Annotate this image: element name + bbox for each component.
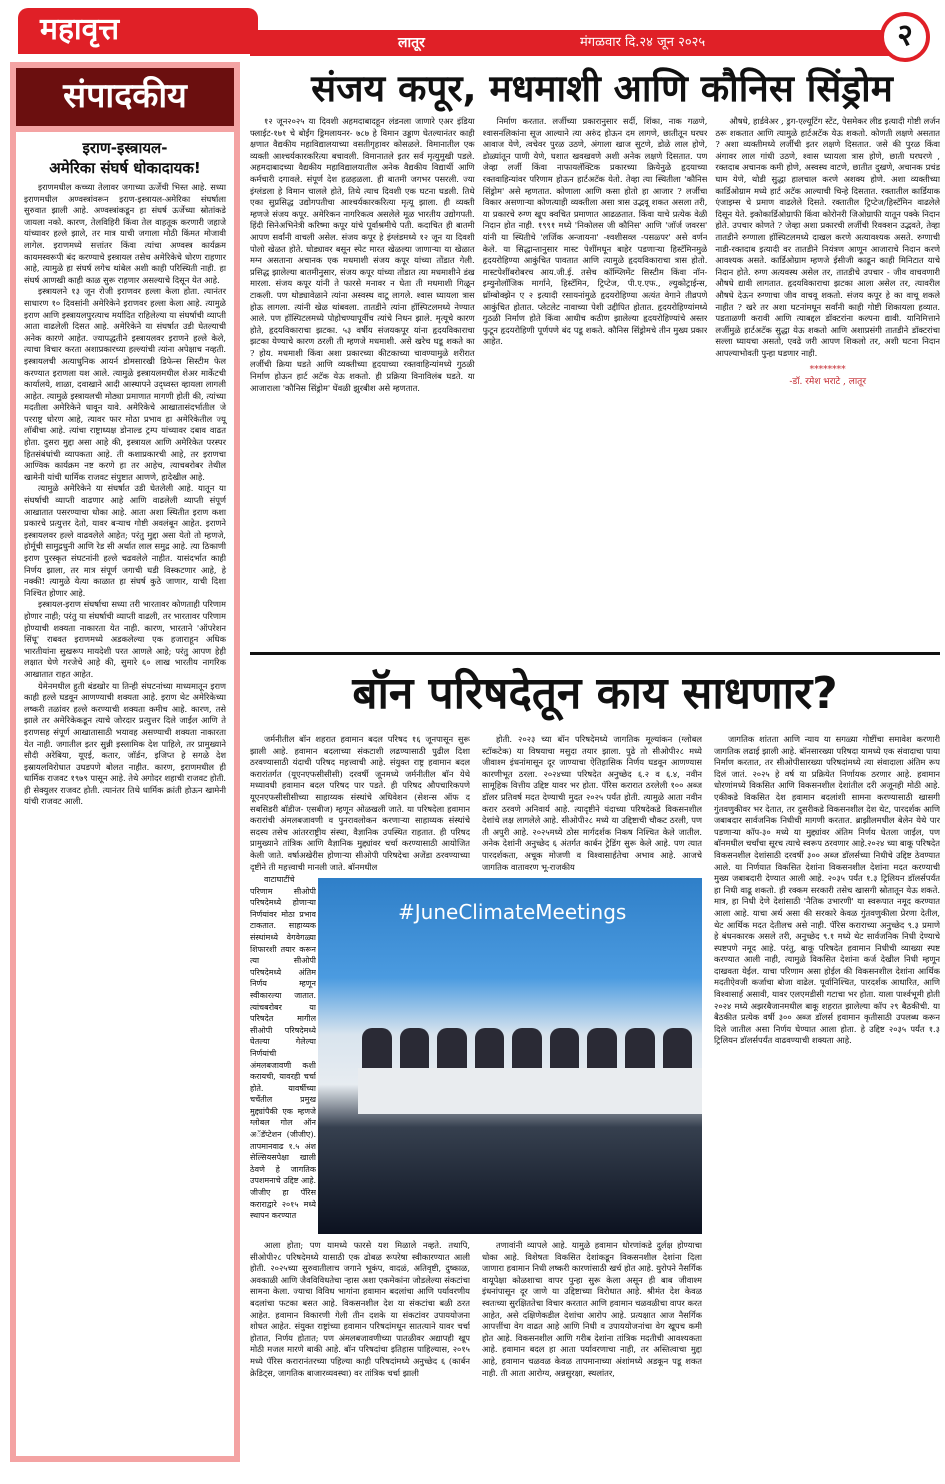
article1-column <box>250 116 475 646</box>
editorial-body <box>16 132 234 1456</box>
article1-text: निर्माण करतात. लर्जीच्या प्रकारानुसार सर्दी, शिंका, नाक गळणे, श्वासनलिकांना सूज आल्याने त्या अरुंद होऊन दम लागणे, छातीतून घरघर आवाज येणे, त्वचेवर पुरळ उठणे, अंगाला खाज सुटणे, डोळे लाल होणे, डोळ्यांतून पाणी येणे, घशात खवखवणे अशी अनेक लक्षणे दिसतात. पण जेव्हा लर्जी किंवा नाफायलॅक्टिक प्रकारच्या क्रियेनुळे हृदयाच्या रक्तवाहिन्यांवर परिणाम होऊन हार्टअटॅक येतो. तेव्हा त्या स्थितीला 'कौनिस सिंड्रोम' असे म्हणतात. कोणाला आणि कसा होतो हा आजार ? लर्जीचा विकार असणाऱ्या कोणत्याही व्यक्तीला असा त्रास उद्भवू शकत असला तरी, या प्रकारचे रुग्ण खूप क्वचित प्रमाणात आढळतात. किंवा याचे प्रत्येक वेळी निदान होत नाही. १९९१ मध्ये 'निकोलस जी कौनिस' आणि 'जॉर्ज जवरस' यांनी या स्थितीचे 'लर्जिक अन्जायना' -श्वशीसव्ल -पसळ्पर' असे वर्णन केले. या सिद्धान्तानुसार मास्ट पेशींमधून बाहेर पडणाऱ्या हिस्टॅमिनमुळे हृदयरोहिण्या आकुंचित पावतात आणि त्यामुळे हृदयविकाराचा त्रास होतो. मास्टपेशींबरोबरच आय.जी.ई. तसेच कॉम्प्लिमेंट सिस्टीम किंवा नॉन-इम्युनोलॉजिक मार्गाने, हिस्टॅमिन, ट्रिप्टेज, पी.ए.एफ., ल्युकोट्राईन्स, थ्रॉम्बोक्झेन ए २ इत्यादी रसायनांमुळे हृदयरोहिण्या अत्यंत वेगाने तीव्रपणे आकुंचित होतात. प्लेटलेट नावाच्या पेशी उद्दीपित होतात. हृदयरोहिण्यांमध्ये गुठळी निर्माण होते किंवा आधीच कठीण झालेल्या हृदयरोहिण्यांचे अस्तर फुटून हृदयरोहिणी पूर्णपणे बंद पडू शकते. कौनिस सिंड्रोमचे तीन मुख्य प्रकार आहेत. <box>482 116 708 347</box>
panel-speakers <box>362 1028 692 1070</box>
article1-column <box>715 116 940 646</box>
article2-column <box>482 734 702 872</box>
editorial-paragraph: इस्त्रायलने १३ जून रोजी इराणवर हल्ला केला होता. त्यानंतर साधारण १० दिवसांनी अमेरिकेने इराणवर हल्ला केला आहे. त्यामुळे इराण आणि इस्त्रायलपुरत्याच मर्यादित राहिलेल्या या संघर्षाची व्याप्ती आता वाढलेली दिसत आहे. अमेरिकेने या संघर्षात उडी घेतल्याची अनेक कारणे आहेत. ज्यापद्धतीने इस्त्रायलवर इराणने हल्ले केले, त्याचा विचार करता अशाप्रकारच्या हल्ल्यांची त्यांना अपेक्षाच नव्हती. इस्त्रायलची अत्याधुनिक आयर्न डोमसारखी डिफेन्स सिस्टीम फेल करण्यात इराणला यश आले. त्यामुळे इस्त्रायलमधील शेअर मार्केटची कार्यालये, शाळा, दवाखाने आदी आस्थापने उद्ध्वस्त व्हायला लागली आहेत. त्यामुळे इस्त्रायलची मोठ्या प्रमाणात मागणी होती की, त्यांच्या मदतीला अमेरिकेने धावून यावे. अमेरिकेचे आखातासंदर्भातील जे परराष्ट्र धोरण आहे, त्यावर फार मोठा प्रभाव हा अमेरिकेतील ज्यू लॉबीचा आहे. त्यांचा राष्ट्राध्यक्ष डोनाल्ड ट्रम्प यांच्यावर दबाव वाढत होता. दुसरा मुद्दा असा आहे की, इस्त्रायल आणि अमेरिकेत परस्पर हितसंबंधांची व्यापकता आहे. ती कशाप्रकारची आहे, तर इराणचा आण्विक कार्यक्रम नष्ट करणे हा तर आहेच, त्याचबरोबर तेथील खामेनी यांची धार्मिक राजवट संपुष्टात आणणे, हादेखील आहे. <box>24 286 226 482</box>
editorial-headline <box>24 138 226 178</box>
article2-headline: बॉन परिषदेतून काय साधणार? <box>352 668 838 719</box>
conference-photo <box>318 878 702 1234</box>
masthead-band <box>250 30 910 56</box>
article2-side-column <box>250 874 316 1264</box>
editorial-column <box>10 62 240 1462</box>
article2-column <box>250 1240 470 1474</box>
editorial-paragraph: इराणमधील कच्च्या तेलावर जगाच्या ऊर्जेची भिस्त आहे. सध्या इराणमधील अण्वस्त्रांवरून इराण-इस्त्रायल-अमेरिका संघर्षाला सुरुवात झाली आहे. अण्वस्त्रांकडून हा संघर्ष ऊर्जेच्या स्रोतांकडे जायला नको. कारण, तेलविहिरी किंवा तेल वाहतूक करणारी जहाजे यांच्यावर हल्ले झाले, तर मात्र याची जगाला मोठी किंमत मोजावी लागेल. इराणमध्ये सत्तांतर किंवा त्यांचा अण्वस्त्र कार्यक्रम कायमस्वरूपी बंद करण्याचे इस्त्रायल तसेच अमेरिकेचे धोरण राहणार आहे, त्यामुळे हा संघर्ष लगेच थांबेल अशी काही परिस्थिती नाही. हा संघर्ष आणखी काही काळ सुरू राहणार असल्याचे दिसून येत आहे. <box>24 182 226 285</box>
article2-column <box>250 734 470 872</box>
masthead <box>0 0 945 64</box>
article2-text: आला होता; पण यामध्ये फारसे यश मिळाले नव्हते. तथापि, सीओपी२८ परिषदेमध्ये यासाठी एक ढोबळ रूपरेषा स्वीकारण्यात आली होती. २०२५च्या सुरुवातीलाच जगाने भूकंप, वादळं, अतिवृष्टी, दुष्काळ, अवकाळी आणि जैवविविधतेचा ऱ्हास अशा एकमेकांना जोडलेल्या संकटांचा सामना केला. ज्याचा विविध भागांना हवामान बदलांचा आणि पर्यावरणीय बदलांचा फटका बसत आहे. विकसनशील देश या संकटांचा बळी ठरत आहेत. हवामान विकारणी गेली तीन दशके या संकटांवर उपाययोजना शोधत आहेत. संयुक्त राष्ट्रांच्या हवामान परिषदांमधून सातत्याने यावर चर्चा होतात, निर्णय होतात; पण अंमलबजावणीच्या पातळीवर अद्यापही खूप मोठी मजल मारणे बाकी आहे. बॉन परिषदांचा इतिहास पाहिल्यास, २०१५ मध्ये पॅरिस करारानंतरच्या पहिल्या काही परिषदांमध्ये अनुच्छेद ६ (कार्बन क्रेडिट्स, जागतिक बाजारव्यवस्था) वर तांत्रिक चर्चा झाली <box>250 1240 470 1378</box>
article1-text: १२ जून२०२५ या दिवशी अहमदाबादहून लंडनला जाणारे एअर इंडिया फ्लाईट-१७१ चे बोईंग ड्रिमलायनर- ७८७ हे विमान उड्डाण घेतल्यानंतर काही क्षणात वैद्यकीय महाविद्यालयाच्या वसतीगृहावर कोसळले. विमानातील एक व्यक्ती आश्चर्यकारकरित्या बचावली. विमानातले इतर सर्व मृत्युमुखी पडले. अहमदाबादच्या वैद्यकीय महाविद्यालयातील अनेक वैद्यकीय विद्यार्थी आणि कर्मचारी दगावले. संपूर्ण देश हळहळला. ही बातमी जगभर पसरली. ज्या इंग्लंडला हे विमान चालले होते, तिथे त्याच दिवशी एक घटना घडली. तिथे एका सुप्रसिद्ध उद्योगपतीचा आश्चर्यकारकरित्या मृत्यू झाला. ही व्यक्ती म्हणजे संजय कपूर. अमेरिकन नागरिकत्व असलेले मूळ भारतीय उद्योगपती. हिंदी सिनेअभिनेत्री करिष्मा कपूर यांचे पूर्वाश्रमीचे पती. कदाचित ही बातमी आपण सर्वांनी वाचली असेल. संजय कपूर हे इंग्लंडमध्ये १२ जून या दिवशी पोलो खेळत होते. घोड्यावर बसून स्पेट मारत खेळल्या जाणाऱ्या या खेळात मग्न असताना अचानक एक मधमाशी संजय कपूर यांच्या तोंडात गेली. प्रसिद्ध झालेल्या बातमीनुसार, संजय कपूर यांच्या तोंडात त्या मधमाशीने डंख मारला. संजय कपूर यांनी ते फारसे मनावर न घेता ती मधमाशी गिळून टाकली. पण थोड्यावेळाने त्यांना अस्वस्थ वाटू लागले. श्वास घ्यायला त्रास होऊ लागला. त्यांनी खेळ थांबवला. तातडीने त्यांना हॉस्पिटलमध्ये नेण्यात आले. पण हॉस्पिटलमध्ये पोहोचण्यापूर्वीच त्यांचे निधन झाले. मृत्यूचे कारण होते, हृदयविकाराचा झटका. ५३ वर्षीय संजयकपूर यांना हृदयविकाराचा झटका येण्याचे कारण ठरली ती म्हणजे मधमाशी. असे खरेच घडू शकते का ? होय. मधमाशी किंवा अशा प्रकारच्या कीटकाच्या चावण्यामुळे शरीरात लर्जीची क्रिया घडते आणि व्यक्तीच्या हृदयाच्या रक्तवाहिन्यांमध्ये गुठळी निर्माण होऊन हार्ट अटॅक येऊ शकतो. ही प्रक्रिया विनाविलंब घडते. या आजाराला 'कौनिस सिंड्रोम' घेंवळी झुरबीश असे म्हणतात. <box>250 116 475 393</box>
editorial-paragraph: येमेनमधील हुती बंडखोर या तिन्ही संघटनांच्या माध्यमातून इराण काही हल्ले घडवून आणण्याची शक्यता आहे. इराण थेट अमेरिकेच्या लष्करी तळांवर हल्ले करण्याची शक्यता कमीच आहे. कारण, तसे झाले तर अमेरिकेकडून त्याचे जोरदार प्रत्युत्तर दिले जाईल आणि ते इराणसह संपूर्ण आखातासाठी भयावह असण्याची शक्यता नाकारता येत नाही. जगातील इतर सुन्नी इस्लामिक देश पाहिले, तर प्रामुख्याने सौदी अरेबिया, यूएई, कतार, जॉर्डन, इजिप्त हे सगळे देश इस्रायलविरोधात उघडपणे बोलत नाहीत. कारण, इराणमधील ही धार्मिक राजवट १९७९ पासून आहे. तेथे अगोदर शहाची राजवट होती. ही सेक्युलर राजवट होती. त्यानंतर तिथे धार्मिक क्रांती होऊन खामेनी यांची राजवट आली. <box>24 680 226 807</box>
article1-body <box>250 116 940 646</box>
panel-table <box>358 1068 702 1114</box>
edition-city: लातूर <box>398 35 425 51</box>
article2-text: होती. २०२३ च्या बॉन परिषदेमध्ये जागतिक मूल्यांकन (ग्लोबल स्टॉकटेक) या विषयाचा मसुदा तयार झाला. पुढे तो सीओपी२८ मध्ये जीवाश्म इंधनांमासून दूर जाण्याचा ऐतिहासिक निर्णय घडवून आणण्यास कारणीभूत ठरला. २०२४च्या परिषदेत अनुच्छेद ६.२ व ६.४, नवीन सामूहिक वित्तीय उद्दिष्ट यावर भर होता. पॅरिस करारात ठरलेली १०० अब्ज डॉलर प्रतिवर्ष मदत देण्याची मुदत २०२५ पर्यंत होती. त्यामुळे आता नवीन करार ठरवणे अनिवार्य आहे. त्यादृष्टीने यंदाच्या परिषदेकडे विकसनशील देशांचे लक्ष लागलेले आहे. सीओपी२८ मध्ये या उद्दिष्टाची चौकट ठरली, पण ती अपुरी आहे. २०२५मध्ये ठोस मार्गदर्शक निकष निश्चित केले जातील. अनेक देशांनी अनुच्छेद ६ अंतर्गत कार्बन ट्रेडिंग सुरू केले आहे. पण त्यात पारदर्शकता, अचूक मोजणी व विश्वासार्हतेचा अभाव आहे. आजचे जागतिक वातावरण भू-राजकीय <box>482 734 702 872</box>
article1-column <box>483 116 708 646</box>
article2-body <box>250 734 940 1474</box>
editorial-paragraph: इस्त्रायल-इराण संघर्षाचा सध्या तरी भारतावर कोणताही परिणाम होणार नाही; परंतु या संघर्षाची व्याप्ती वाढली, तर भारतावर परिणाम होण्याची शक्यता नाकारता येत नाही. कारण, भारताने 'ऑपरेशन सिंधू' राबवत इराणमध्ये अडकलेल्या एक हजाराहून अधिक भारतीयांना सुखरूप मायदेशी परत आणले आहे; परंतु आपण हेही लक्षात घेणे गरजेचे आहे की, सुमारे ६० लाख भारतीय नागरिक आखातात राहत आहेत. <box>24 599 226 679</box>
edition-date: मंगळवार दि.२४ जून २०२५ <box>580 35 706 50</box>
article2-column <box>482 1240 702 1474</box>
article1-text: औषधे, हार्डवेअर , ड्रग-एल्यूटिंग स्टेंट, पेसमेकर लीड इत्यादी गोष्टी लर्जन ठरू शकतात आणि त्यामुळे हार्टअटॅक येऊ शकतो. कोणती लक्षणे असतात ? अशा व्यक्तीमध्ये लर्जीची इतर लक्षणे दिसतात. जसे की पुरळ किंवा अंगावर लाल गांधी उठणे, श्वास घ्यायला त्रास होणे, छाती घरघरणे , रक्तदाब अचानक कमी होणे, अस्वस्थ वाटणे, छातीत दुखणे, अचानक प्रचंड घाम येणे, थोडी सुद्धा हालचाल करणे अशक्य होणे. अशा व्यक्तीच्या कार्डिओग्राम मध्ये हार्ट अटॅक आल्याची चिन्हे दिसतात. रक्तातील कार्डियाक एंजाइम्स चे प्रमाण वाढलेले दिसते. रक्तातील ट्रिप्टेज/हिस्टॅमिन वाढलेले दिसून येते. इकोकार्डिओग्राफी किंवा कोरोनरी जिओग्राफी यातून पक्के निदान होते. उपचार कोणते ? जेव्हा अशा प्रकारची लर्जीची रिवक्शन उद्भवते, तेव्हा तातडीने रुग्णाला हॉस्पिटलमध्ये दाखल करणे अत्यावश्यक असते. रुग्णाची नाडी-रक्तदाब इत्यादी वर तातडीने नियंत्रण आणून आजाराचे निदान करणे आवश्यक असते. कार्डिओग्राम म्हणजे ईसीजी काढून काही मिनिटात याचे निदान होते. रुग्ण अत्यवस्थ असेल तर, तातडीचे उपचार - जीव वाचवणारी औषधे द्यावी लागतात. हृदयविकाराचा झटका आला असेल तर, त्यावरील औषधे देऊन रुग्णाचा जीव वाचवू शकतो. संजय कपूर हे का वाचू शकले नाहीत ? खरे तर अशा घटनांमधून सर्वांनी काही गोष्टी शिकायला हव्यात. पडताळणी करावी आणि त्याबद्दल डॉक्टरांना कल्पना द्यावी. यानिमित्ताने लर्जीमुळे हार्टअटॅक सुद्धा येऊ शकतो आणि अशाप्रसंगी तातडीने डॉक्टरांचा सल्ला घ्यायचा असतो, एवढे जरी आपण शिकलो तर, अशी घटना निदान आपल्याभोवती पुन्हा घडणार नाही. <box>715 116 940 358</box>
article1-headline: संजय कपूर, मधमाशी आणि कौनिस सिंड्रोम <box>311 67 893 110</box>
page-number: २ <box>880 12 930 62</box>
article1-byline: -डॉ. रमेश भराटे , लातूर <box>789 377 866 388</box>
article2-text: तणावांनी व्यापले आहे. यामुळे हवामान धोरणांकडे दुर्लक्ष होण्याचा धोका आहे. विशेषतः विकसित देशांकडून विकसनशील देशांना दिला जाणारा हवामान निधी लष्करी कारणांसाठी खर्च होत आहे. युरोपने नैसर्गिक वायूपेक्षा कोळशाचा वापर पुन्हा सुरू केला असून ही बाब जीवाश्म इंधनांपासून दूर जाणे या उद्दिष्टाच्या विरोधात आहे. श्रीमंत देश केवळ स्वतःच्या सुरक्षिततेचा विचार करतात आणि हवामान चळवळीचा वापर करत आहेत, असे दक्षिणेकडील देशांचा आरोप आहे. प्रत्यक्षात आज नैसर्गिक आपत्तींचा वेग वाढत आहे आणि निधी व उपाययोजनांचा वेग खूपच कमी होत आहे. विकसनशील आणि गरीब देशांना तांत्रिक मदतीची आवश्यकता आहे. हवामान बदल हा आता पर्यावरणाचा नाही, तर अस्तित्वाचा मुद्दा आहे, हवामान चळवळ केवळ तापमानाच्या अंशांमध्ये अडकून पडू शकत नाही. ती आता आरोग्य, अन्नसुरक्षा, स्थलांतर, <box>482 1240 702 1378</box>
article2-text: जर्मनीतील बॉन शहरात हवामान बदल परिषद १६ जूनपासून सुरू झाली आहे. हवामान बदलाच्या संकटाशी लढण्यासाठी पुढील दिशा ठरवण्यासाठी यंदाची परिषद महत्त्वाची आहे. संयुक्त राष्ट्र हवामान बदल करारांतर्गत (यूएनएफसीसीसी) दरवर्षी जूनमध्ये जर्मनीतील बॉन येथे मध्यावधी हवामान बदल परिषद पार पडते. ही परिषद औपचारिकपणे यूएनएफसीसीसीच्या साहाय्यक संस्थांचे अधिवेशन (सेशन्स ऑफ द सबसिडरी बॉडीज- एसबीज) म्हणून ओळखली जाते. या परिषदेला हवामान करारांची अंमलबजावणी व पुनरावलोकन करणाऱ्या साहाय्यक संस्थांचे सदस्य तसेच आंतरराष्ट्रीय संस्था, वैज्ञानिक उपस्थित राहतात. ही परिषद प्रामुख्याने तांत्रिक आणि वैज्ञानिक मुद्द्यांवर चर्चा करण्यासाठी आयोजित केली जाते. वर्षाअखेरीस होणाऱ्या सीओपी परिषदेचा अजेंडा ठरवण्याच्या दृष्टीने ती महत्त्वाची मानली जाते. बॉनमधील <box>250 734 470 872</box>
paper-name: महावृत्त <box>18 8 258 54</box>
editorial-headline-line2: अमेरिका संघर्ष धोकादायक! <box>49 159 201 177</box>
editorial-headline-line1: इराण-इस्त्रायल- <box>82 139 168 157</box>
photo-banner-text: #JuneClimateMeetings <box>398 900 627 924</box>
editorial-paragraph: त्यामुळे अमेरिकेने या संघर्षात उडी घेतलेली आहे. यातून या संघर्षाची व्याप्ती वाढणार आहे आणि वाढलेली व्याप्ती संपूर्ण आखातात पसरण्याचा धोका आहे. आता अशा स्थितीत इराण कशा प्रकारचे प्रत्युत्तर देतो, यावर बऱ्याच गोष्टी अवलंबून आहेत. इराणने इस्त्रायलवर हल्ले वाढवलेले आहेत; परंतु मुद्दा असा येतो तो म्हणजे, होर्मूची सामुद्रधुनी आणि रेड सी अर्थात लाल समुद्र आहे. त्या ठिकाणी इराण पुरस्कृत संघटनांनी हल्ले चढवलेले नाहीत. यासंदर्भात काही निर्णय झाला, तर मात्र संपूर्ण जगाची घडी विस्कटणार आहे, हे नक्की! त्यामुळे येत्या काळात हा संघर्ष कुठे जाणार, याची दिशा निश्चित होणार आहे. <box>24 483 226 598</box>
article2-text: जागतिक शांतता आणि न्याय या सगळ्या गोष्टींचा समावेश करणारी जागतिक लढाई झाली आहे. बॉनसारख्या परिषदा यामध्ये एक संवादाचा पाया निर्माण करतात, तर सीओपीसारख्या परिषदांमध्ये त्या संवादाला अंतिम रूप दिलं जातं. २०२५ हे वर्ष या प्रक्रियेत निर्णायक ठरणार आहे. हवामान धोरणांमध्ये विकसित आणि विकसनशील देशांतील दरी अजूनही मोठी आहे. एकीकडे विकसित देश हवामान बदलांशी सामना करण्यासाठी खासगी गुंतवणुकीवर भर देतात, तर दुसरीकडे विकसनशील देश थेट, पारदर्शक आणि जबाबदार सार्वजनिक निधीची मागणी करतात. ब्राझीलमधील बेलेन येथे पार पडणाऱ्या कॉप-३० मध्ये या मुद्द्यांवर अंतिम निर्णय घेतला जाईल, पण बॉनमधील चर्चांचा सूरच त्याचे स्वरूप ठरवणार आहे.२०२४ च्या बाकू परिषदेत विकसनशील देशांसाठी दरवर्षी ३०० अब्ज डॉलर्सच्या निधीचे उद्दिष्ट ठेवण्यात आले. या निर्णयात विकसित देशांना विकसनशील देशांना मदत करण्याची मुख्य जबाबदारी देण्यात आली आहे. २०३५ पर्यंत १.३ ट्रिलियन डॉलर्सपर्यंत हा निधी वाढू शकतो. ही रक्कम सरकारी तसेच खासगी स्रोतातून येऊ शकते. मात्र, हा निधी देणे देशांसाठी 'नैतिक उभारणी' या स्वरूपात नमूद करण्यात आला आहे. याचा अर्थ असा की सरकारे केवळ गुंतवणुकीला प्रेरणा देतील, थेट आर्थिक मदत देतीलच असे नाही. पॅरिस कराराच्या अनुच्छेद ९.३ प्रमाणे हे बंधनकारक असले तरी, अनुच्छेद ९.१ मध्ये थेट सार्वजनिक निधी देण्याचे स्पष्टपणे नमूद आहे. परंतु, बाकू परिषदेत हवामान निधीची व्याख्या स्पष्ट करण्यात आली नाही, त्यामुळे विकसित देशांना कर्ज देखील निधी म्हणून दाखवता येईल. याचा परिणाम असा होईल की विकसनशील देशांना आर्थिक मदतीऐवजी कर्जाचा बोजा वाढेल. पूर्वानिश्चित, पारदर्शक आधारित, आणि विश्वासार्ह असावी, यावर एलएमडीसी गटाचा भर होता. याला पार्श्वभूमी होती २०२४ मध्ये अझरबैजानमधील बाकू शहरात झालेल्या कॉप २९ बैठकीची. या बैठकीत प्रत्येक वर्षी ३०० अब्ज डॉलर्स हवामान कृतीसाठी उपलब्ध करून दिले जातील असा निर्णय घेण्यात आला होता. हे उद्दिष्ट २०३५ पर्यंत १.३ ट्रिलियन डॉलर्सपर्यंत वाढवण्याची शक्यता आहे. <box>714 734 940 1046</box>
article2-text: वाटाघाटींचे परिणाम सीओपी परिषदेमध्ये होणाऱ्या निर्णयांवर मोठा प्रभाव टाकतात. साहाय्यक संस्थांमध्ये वेगवेगळ्या शिफारशी तयार करून त्या सीओपी परिषदेमध्ये अंतिम निर्णय म्हणून स्वीकारल्या जातात. त्यांचबरोबर या परिषदेत मागील सीओपी परिषदेमध्ये घेतल्या गेलेल्या निर्णयांची अंमलबजावणी कशी करायची, यावरही चर्चा होते. यावर्षीच्या चर्चेतील प्रमुख मुद्द्यांपैकी एक म्हणजे ग्लोबल गोल ऑन अॅडॅप्टेशन (जीजीए). तापमानवाढ १.५ अंश सेल्सियसपेक्षा खाली ठेवणे हे जागतिक उपशमनाचे उद्दिष्ट आहे. जीजीए हा पॅरिस कराराद्वारे २०१५ मध्ये स्थापन करण्यात <box>250 875 316 1221</box>
article1-separator: ******** <box>809 365 846 376</box>
section-divider <box>250 652 940 655</box>
article2-bottom-columns <box>250 1240 702 1474</box>
editorial-section-label: संपादकीय <box>16 68 234 126</box>
article2-column <box>714 734 940 1474</box>
